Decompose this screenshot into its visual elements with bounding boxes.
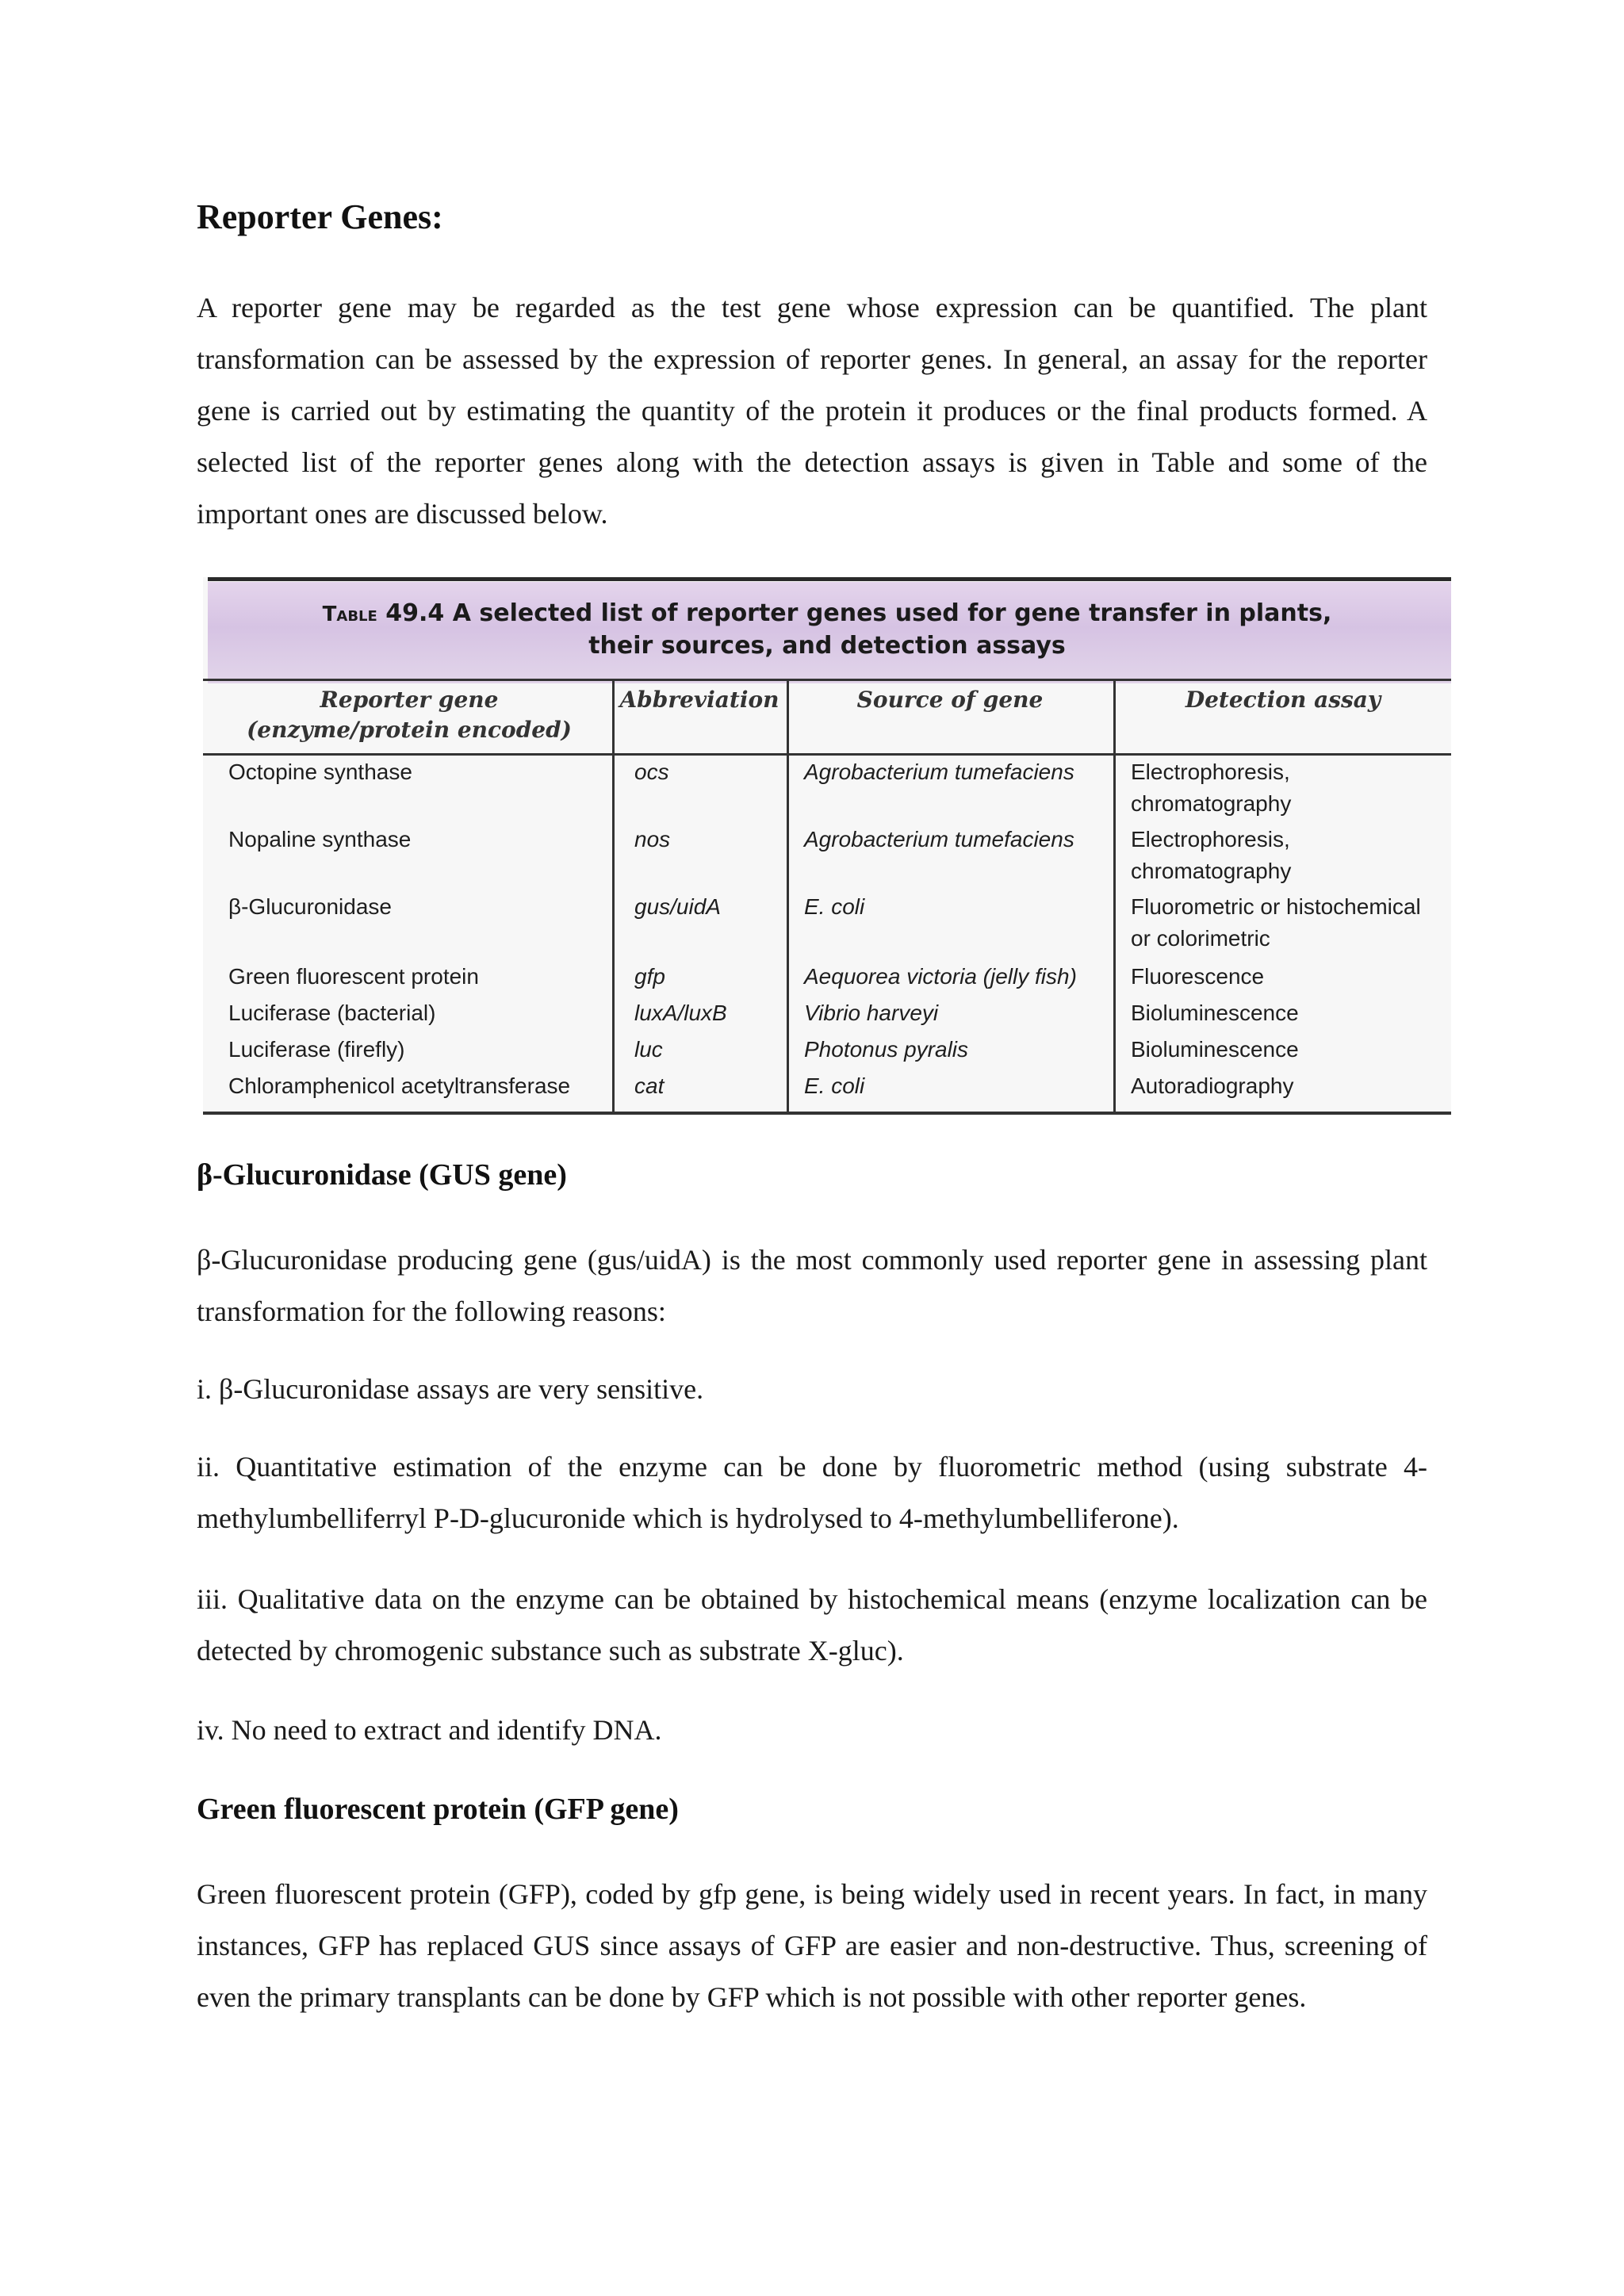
cell-source: Agrobacterium tumefaciens: [804, 827, 1074, 851]
header-bottom-rule: [203, 753, 1451, 756]
table-caption-line2: their sources, and detection assays: [588, 632, 1066, 660]
cell-source: Photonus pyralis: [804, 1037, 969, 1062]
section-title: Reporter Genes:: [197, 197, 443, 236]
gus-reason-item: ii. Quantitative estimation of the enzyme can be done by fluorometric method (using substrate 4-methylumbelliferryl P-D-glucuronide which is hydrolysed to 4-methylumbelliferone).: [197, 1451, 1427, 1534]
table-caption-number: 49.4: [385, 599, 445, 627]
intro-paragraph: A reporter gene may be regarded as the test gene whose expression can be quantified. The plant transformation can be assessed by the expression of reporter genes. In general, an assay for the reporter gene is carried out by estimating the quantity of the protein it produces or the final products formed. A selected list of the reporter genes along with the detection assays is given in Table and some of the important ones are discussed below.: [197, 292, 1427, 530]
reporter-genes-table: [203, 577, 1451, 1115]
cell-abbreviation: cat: [634, 1073, 665, 1098]
header-detection-assay: Detection assay: [1185, 687, 1381, 713]
header-reporter-gene: [211, 685, 607, 745]
cell-gene: Luciferase (firefly): [228, 1037, 405, 1062]
cell-gene: Luciferase (bacterial): [228, 1001, 436, 1025]
cell-assay: [1131, 824, 1291, 887]
cell-source: E. coli: [804, 894, 865, 919]
cell-assay: [1131, 891, 1421, 955]
cell-gene: Green fluorescent protein: [228, 964, 479, 989]
header-top-rule: [203, 679, 1451, 681]
cell-gene: Nopaline synthase: [228, 827, 412, 851]
cell-abbreviation: ocs: [634, 760, 669, 784]
cell-gene: β-Glucuronidase: [228, 894, 392, 919]
cell-assay: Fluorescence: [1131, 964, 1265, 989]
cell-abbreviation: gus/uidA: [634, 894, 721, 919]
cell-assay: Bioluminescence: [1131, 1037, 1299, 1062]
table-top-rule: [208, 577, 1451, 581]
cell-abbreviation: luxA/luxB: [634, 1001, 727, 1025]
cell-abbreviation: luc: [634, 1037, 663, 1062]
table-caption: [203, 598, 1451, 662]
cell-gene: Octopine synthase: [228, 760, 412, 784]
cell-source: E. coli: [804, 1073, 865, 1098]
column-divider-2: [787, 679, 789, 1115]
cell-assay: Bioluminescence: [1131, 1001, 1299, 1025]
header-source: Source of gene: [856, 687, 1044, 713]
table-caption-line1: A selected list of reporter genes used for gene transfer in plants,: [452, 599, 1332, 627]
cell-gene: Chloramphenicol acetyltransferase: [228, 1073, 571, 1098]
table-bottom-rule: [203, 1112, 1451, 1115]
cell-assay: Autoradiography: [1131, 1073, 1294, 1098]
cell-abbreviation: gfp: [634, 964, 665, 989]
cell-assay-line2: chromatography: [1131, 791, 1292, 816]
cell-abbreviation: nos: [634, 827, 671, 851]
gfp-paragraph: Green fluorescent protein (GFP), coded by gfp gene, is being widely used in recent years. In fact, in many instances, GFP has replaced GUS since assays of GFP are easier and non-destructive. Thus, screening of even the primary transplants can be done by GFP which is not possible with other reporter genes.: [197, 1878, 1427, 2013]
column-divider-1: [612, 679, 615, 1115]
column-divider-3: [1113, 679, 1116, 1115]
cell-source: Aequorea victoria (jelly fish): [804, 964, 1077, 989]
gus-heading: β-Glucuronidase (GUS gene): [197, 1158, 567, 1192]
cell-source: Vibrio harveyi: [804, 1001, 939, 1025]
cell-assay-line1: Fluorometric or histochemical: [1131, 894, 1421, 919]
gus-reason-item: i. β-Glucuronidase assays are very sensitive.: [197, 1373, 704, 1405]
gus-paragraph: β-Glucuronidase producing gene (gus/uidA) is the most commonly used reporter gene in assessing plant transformation for the following reasons:: [197, 1244, 1427, 1327]
cell-assay-line1: Electrophoresis,: [1131, 827, 1290, 851]
header-gene-line2: (enzyme/protein encoded): [247, 717, 572, 743]
header-abbreviation: Abbreviation: [619, 687, 779, 713]
cell-assay: [1131, 756, 1291, 820]
gus-reason-item: iii. Qualitative data on the enzyme can be obtained by histochemical means (enzyme localization can be detected by chromogenic substance such as substrate X-gluc).: [197, 1583, 1427, 1667]
gfp-heading: Green fluorescent protein (GFP gene): [197, 1793, 679, 1826]
cell-source: Agrobacterium tumefaciens: [804, 760, 1074, 784]
table-caption-label: Table: [322, 603, 377, 626]
cell-assay-line2: or colorimetric: [1131, 926, 1270, 951]
cell-assay-line1: Electrophoresis,: [1131, 760, 1290, 784]
cell-assay-line2: chromatography: [1131, 859, 1292, 883]
gus-reason-item: iv. No need to extract and identify DNA.: [197, 1714, 662, 1746]
header-gene-line1: Reporter gene: [320, 687, 499, 713]
